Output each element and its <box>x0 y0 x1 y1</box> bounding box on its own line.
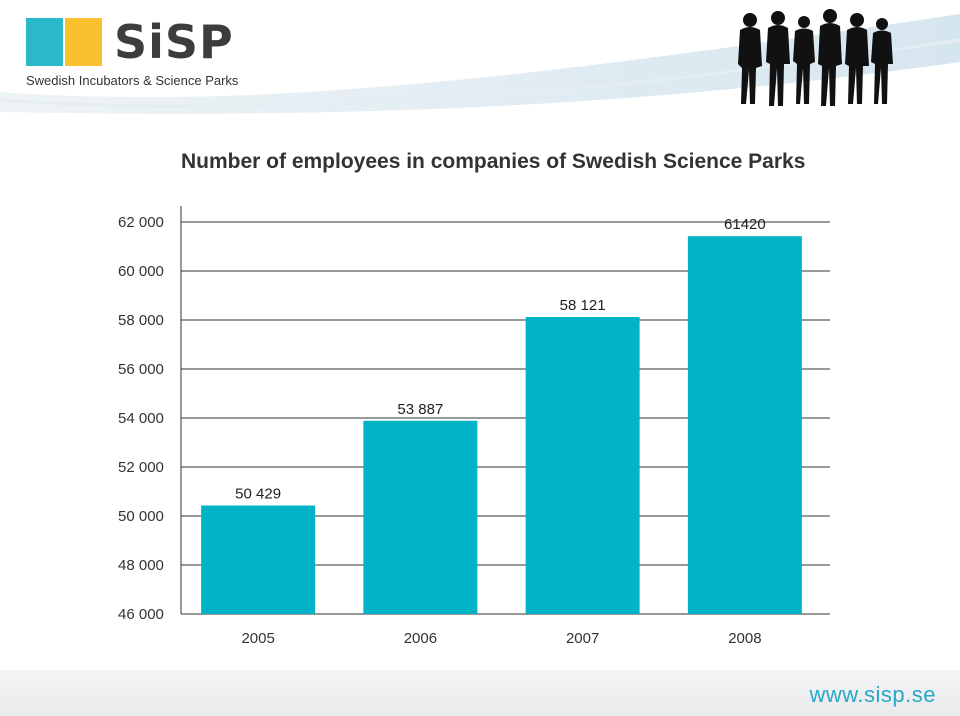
bar <box>201 505 315 614</box>
y-tick-label: 52 000 <box>118 459 164 476</box>
logo-text: SiSP <box>114 15 234 69</box>
logo-tagline: Swedish Incubators & Science Parks <box>26 73 239 88</box>
x-tick-label: 2005 <box>241 630 275 647</box>
footer-url-link[interactable]: www.sisp.se <box>809 682 936 707</box>
data-label: 50 429 <box>235 485 282 503</box>
y-tick-label: 58 000 <box>118 312 164 329</box>
bar <box>688 236 802 614</box>
x-tick-label: 2007 <box>565 630 600 647</box>
y-tick-label: 56 000 <box>118 361 164 378</box>
y-tick-label: 62 000 <box>118 214 164 231</box>
y-tick-label: 50 000 <box>118 508 164 525</box>
y-tick-label: 60 000 <box>118 263 164 280</box>
data-label: 58 121 <box>559 297 606 315</box>
x-tick-label: 2006 <box>403 630 438 647</box>
data-label: 53 887 <box>397 400 444 418</box>
bar <box>526 317 640 614</box>
y-tick-label: 46 000 <box>118 606 164 623</box>
bar <box>363 421 477 614</box>
y-tick-label: 48 000 <box>118 557 164 574</box>
x-tick-label: 2008 <box>728 630 762 647</box>
y-tick-label: 54 000 <box>118 410 164 427</box>
data-label: 61420 <box>724 216 766 234</box>
chart-title: Number of employees in companies of Swedish Science Parks <box>181 150 806 173</box>
